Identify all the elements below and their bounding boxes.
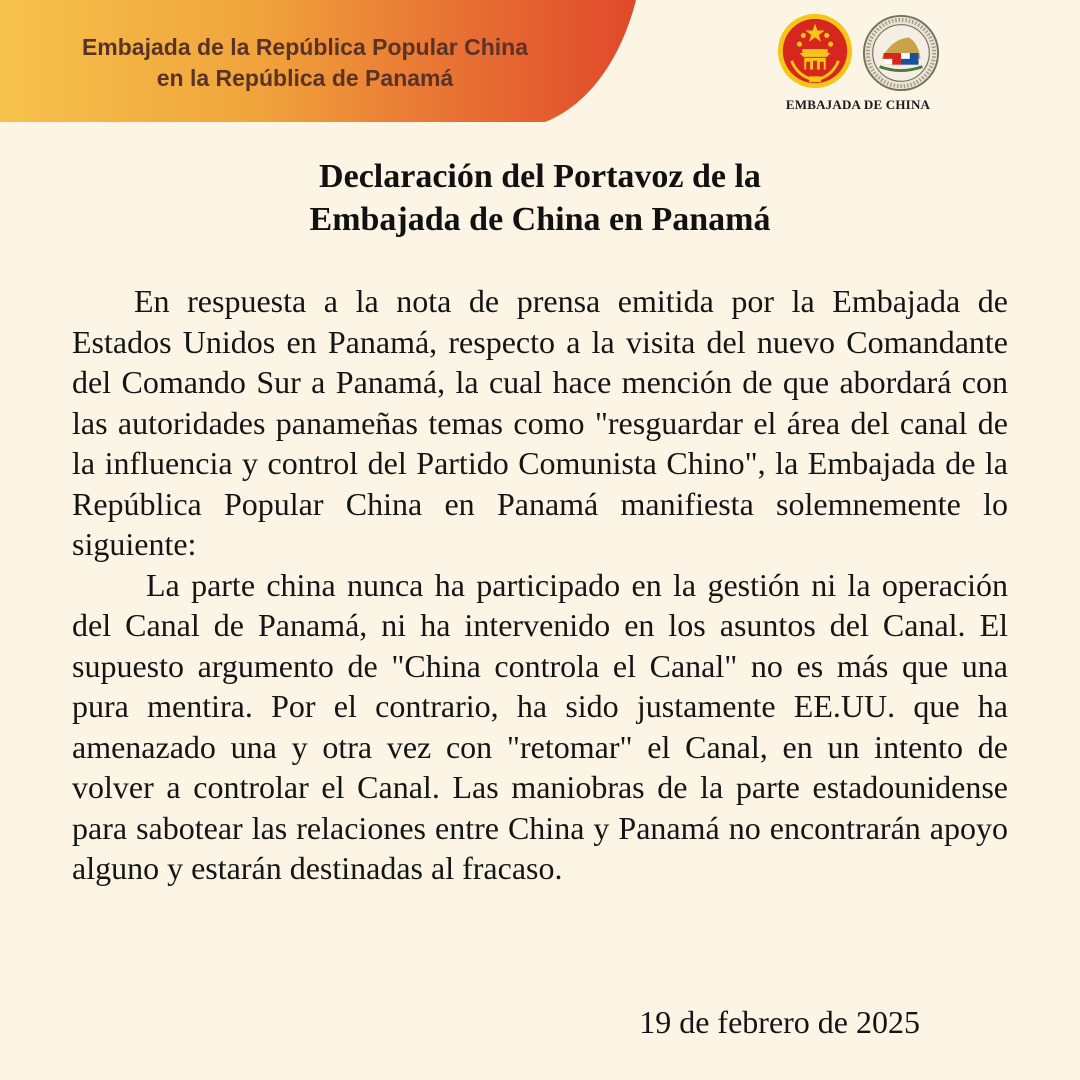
paragraph: En respuesta a la nota de prensa emitida por la Embajada de Estados Unidos en Panamá, respecto a la visita del nuevo Comandante del Comando Sur a Panamá, la cual hace mención de que abordará con las autoridades panameñas temas como "resguardar el área del canal de la influencia y control del Partido Comunista Chino", la Embajada de la República Popular China en Panamá manifiesta solemnemente lo siguiente: <box>72 283 1008 562</box>
statement-date: 19 de febrero de 2025 <box>639 1004 920 1040</box>
embassy-name <box>0 32 610 94</box>
embassy-logo-caption: EMBAJADA DE CHINA <box>785 97 931 112</box>
title-line2: Embajada de China en Panamá <box>309 201 771 238</box>
paragraph: La parte china nunca ha participado en la gestión ni la operación del Canal de Panamá, ni ha intervenido en los asuntos del Canal. El supuesto argumento de "China controla el Canal" no es más que una pura mentira. Por el contrario, ha sido justamente EE.UU. que ha amenazado una y otra vez con "retomar" el Canal, en un intento de volver a controlar el Canal. Las maniobras de la parte estadounidense para sabotear las relaciones entre China y Panamá no encontrarán apoyo alguno y estarán destinadas al fracaso. <box>72 566 1008 886</box>
page-title <box>0 155 1080 241</box>
embassy-name-line1: Embajada de la República Popular China <box>81 34 529 60</box>
title-line1: Declaración del Portavoz de la <box>319 158 761 195</box>
statement-body <box>72 281 1008 889</box>
embassy-name-line2: en la República de Panamá <box>156 65 454 91</box>
embassy-seal-icon <box>862 14 940 92</box>
national-emblem-icon <box>776 12 854 90</box>
